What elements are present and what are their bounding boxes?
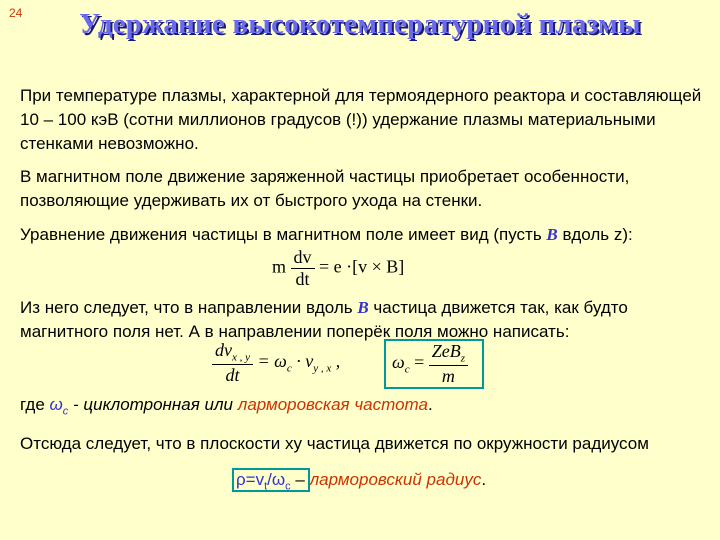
- intro-text-before: Уравнение движения частицы в магнитном поле имеет вид (пусть: [20, 225, 547, 244]
- eq2-denominator: dt: [225, 364, 240, 385]
- rho-formula: $\rho=v_t/\omega_c$: [236, 470, 291, 493]
- intro-text-after: вдоль z):: [557, 225, 633, 244]
- slide-title: Удержание высокотемпературной плазмы: [79, 8, 641, 40]
- paragraph-magnetic-field: В магнитном поле движение заряженной частицы приобретает особенности, позволяющие удерживать их от быстрого ухода на стенки.: [20, 167, 630, 210]
- eq3-omega: $\omega_c$: [392, 351, 410, 376]
- omega-c-symbol: $\omega_c$: [49, 395, 69, 418]
- paragraph-equation-intro: [20, 223, 710, 247]
- equation-transverse: [212, 340, 340, 386]
- equation-cyclotron-frequency: [392, 341, 468, 387]
- eq2-numerator: $dv_{x , y}$: [215, 340, 251, 364]
- paragraph-plasma-temperature: При температуре плазмы, характерной для термоядерного реактора и составляющей 10 – 100 кэВ (сотни миллионов градусов (!)) удержание плазмы материальными стенками невозможно.: [20, 86, 702, 153]
- eq3-equals: =: [414, 351, 425, 372]
- paragraph-larmor-radius: $\rho=v_t/\omega_c$ – ларморовский радиус.: [236, 470, 487, 493]
- eq1-mass: m: [272, 256, 287, 277]
- eq2-fraction: [212, 340, 253, 386]
- direction-text-2: частица движется так, как будто магнитного поля нет. А в направлении поперёк поля можно написать:: [20, 298, 628, 341]
- eq1-fraction: [291, 247, 315, 290]
- larmor-frequency-term: ларморовская частота: [237, 395, 428, 414]
- b-symbol: B: [546, 225, 558, 244]
- slide-number: 24: [9, 6, 23, 20]
- eq2-rhs: = $\omega_c \cdot v_{y , x}$ ,: [257, 350, 341, 375]
- paragraph-circle-motion: Отсюда следует, что в плоскости xy частица движется по окружности радиусом: [20, 434, 649, 453]
- eq3-numerator: ZeB$_z$: [431, 341, 466, 365]
- eq1-rhs: = e ·[v × B]: [319, 256, 405, 277]
- b-symbol-2: B: [357, 298, 369, 317]
- cyclotron-term: циклотронная: [83, 395, 200, 414]
- paragraph-direction: [20, 296, 710, 344]
- larmor-radius-term: ларморовский радиус: [309, 470, 482, 489]
- eq1-numerator: dv: [293, 247, 312, 267]
- paragraph-cyclotron: где $\omega_c$ - циклотронная или ларморовская частота.: [20, 395, 433, 418]
- eq1-denominator: dt: [295, 269, 310, 289]
- equation-motion: [272, 247, 404, 290]
- direction-text-1: Из него следует, что в направлении вдоль: [20, 298, 358, 317]
- eq3-fraction: [429, 341, 468, 387]
- eq3-denominator: m: [441, 365, 455, 386]
